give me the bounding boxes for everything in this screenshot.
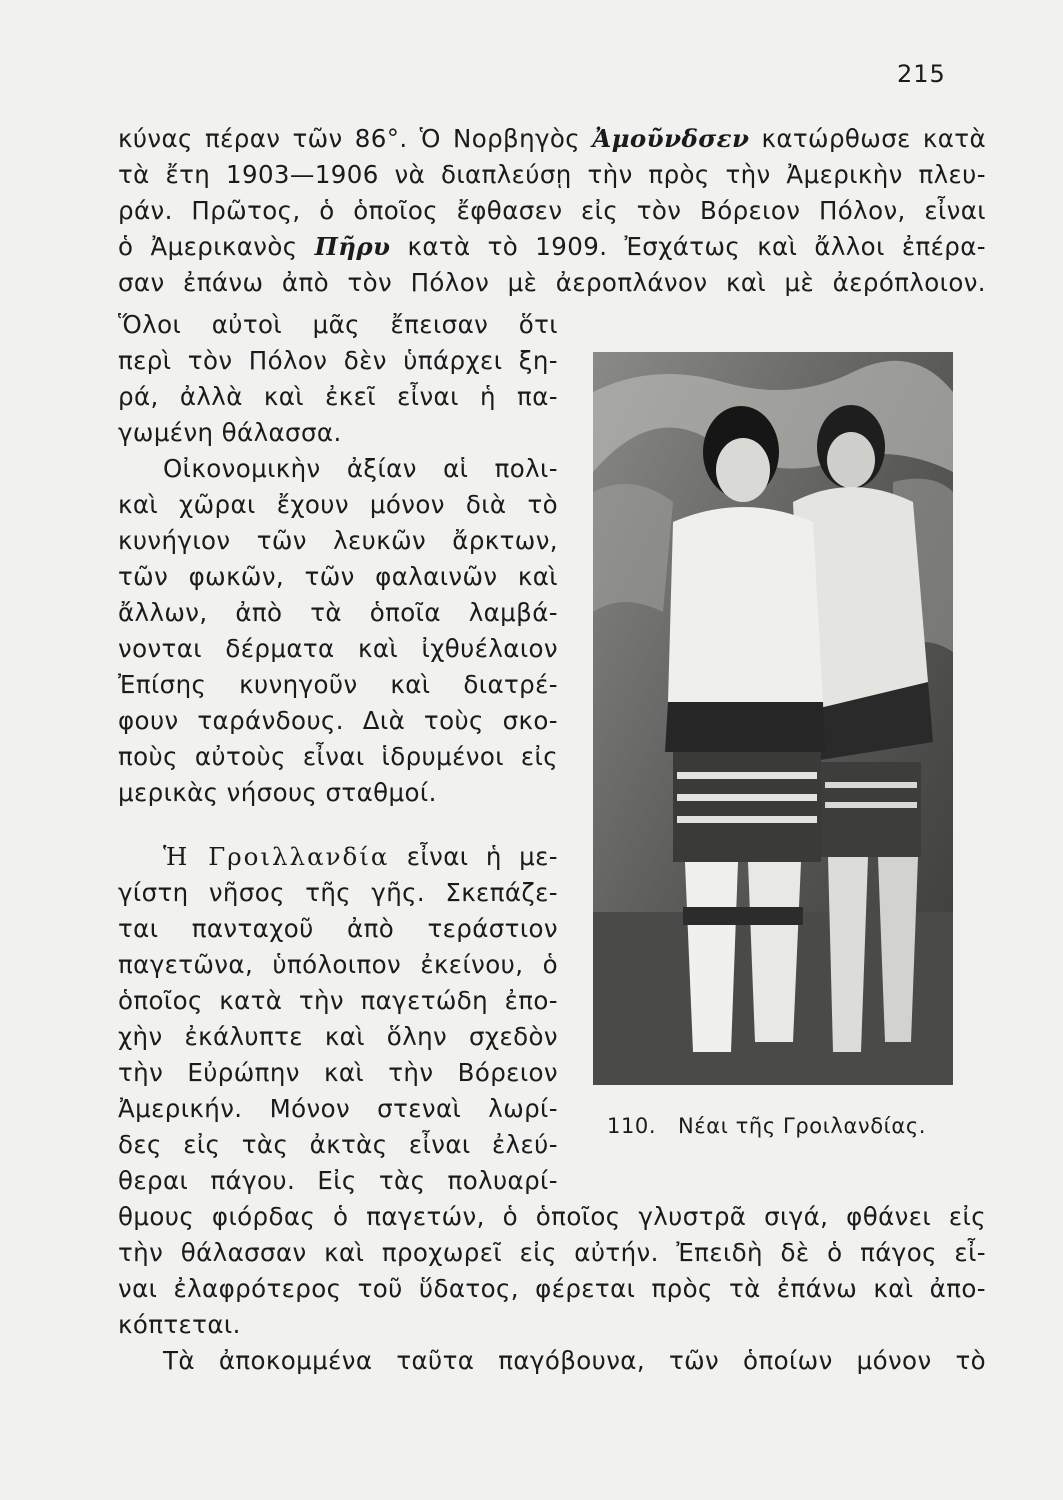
text-line: θμους φιόρδας ὁ παγετών, ὁ ὁποῖος γλυστρᾶ σιγά, φθάνει εἰς	[118, 1202, 986, 1231]
text-line: νονται δέρματα καὶ ἰχθυέλαιον	[118, 634, 558, 663]
text-span: εἶναι ἡ με-	[389, 842, 558, 871]
photograph-greenland-women	[593, 352, 953, 1085]
text-line: γωμένη θάλασσα.	[118, 418, 342, 447]
text-line: Ἐπίσης κυνηγοῦν καὶ διατρέ-	[118, 670, 558, 699]
figure-caption-text: Νέαι τῆς Γροιλανδίας.	[678, 1114, 927, 1138]
section-heading-line	[118, 842, 558, 872]
text-line: ὁποῖος κατὰ τὴν παγετώδη ἐπο-	[118, 986, 558, 1015]
text-line: τὴν Εὐρώπην καὶ τὴν Βόρειον	[118, 1058, 558, 1087]
text-line: ράν. Πρῶτος, ὁ ὁποῖος ἔφθασεν εἰς τὸν Βόρειον Πόλον, εἶναι	[118, 196, 986, 225]
text-span: κατὰ τὸ 1909. Ἐσχάτως καὶ ἄλλοι ἐπέρα-	[390, 232, 987, 261]
text-line: Ἀμερικήν. Μόνον στεναὶ λωρί-	[118, 1094, 558, 1123]
page-number: 215	[897, 60, 946, 88]
text-line: σαν ἐπάνω ἀπὸ τὸν Πόλον μὲ ἀεροπλάνον καὶ μὲ ἀερόπλοιον.	[118, 268, 986, 297]
text-line: ρά, ἀλλὰ καὶ ἐκεῖ εἶναι ἡ πα-	[118, 382, 558, 411]
text-line: δες εἰς τὰς ἀκτὰς εἶναι ἐλεύ-	[118, 1130, 558, 1159]
text-line	[118, 124, 986, 154]
text-line: κυνήγιον τῶν λευκῶν ἄρκτων,	[118, 526, 558, 555]
text-line: θεραι πάγου. Εἰς τὰς πολυαρί-	[118, 1166, 558, 1195]
text-span: ὁ Ἀμερικανὸς	[118, 232, 315, 261]
name-peary: Πῆρυ	[314, 232, 391, 261]
text-line: τῶν φωκῶν, τῶν φαλαινῶν καὶ	[118, 562, 558, 591]
text-line: ται πανταχοῦ ἀπὸ τεράστιον	[118, 914, 558, 943]
figure-number: 110.	[607, 1114, 657, 1138]
text-line: ἄλλων, ἀπὸ τὰ ὁποῖα λαμβά-	[118, 598, 558, 627]
greenland-heading: Ἡ Γροιλλανδία	[163, 842, 390, 871]
text-span: κατώρθωσε κατὰ	[749, 124, 986, 153]
text-line: τὴν θάλασσαν καὶ προχωρεῖ εἰς αὐτήν. Ἐπειδὴ δὲ ὁ πάγος εἶ-	[118, 1238, 986, 1267]
text-line: καὶ χῶραι ἔχουν μόνον διὰ τὸ	[118, 490, 558, 519]
text-line: φουν ταράνδους. Διὰ τοὺς σκο-	[118, 706, 558, 735]
text-line	[118, 232, 986, 262]
text-line: ναι ἐλαφρότερος τοῦ ὕδατος, φέρεται πρὸς τὰ ἐπάνω καὶ ἀπο-	[118, 1274, 986, 1303]
text-span: κύνας πέραν τῶν 86°. Ὁ Νορβηγὸς	[118, 124, 593, 153]
text-line: Ὅλοι αὐτοὶ μᾶς ἔπεισαν ὅτι	[118, 310, 558, 339]
text-line: παγετῶνα, ὑπόλοιπον ἐκείνου, ὁ	[118, 950, 558, 979]
text-line: Οἰκονομικὴν ἀξίαν αἱ πολι-	[163, 454, 558, 483]
text-line: κόπτεται.	[118, 1310, 241, 1339]
text-line: περὶ τὸν Πόλον δὲν ὑπάρχει ξη-	[118, 346, 558, 375]
text-line: χὴν ἐκάλυπτε καὶ ὅλην σχεδὸν	[118, 1022, 558, 1051]
photograph-illustration	[593, 352, 953, 1085]
text-line: τὰ ἔτη 1903—1906 νὰ διαπλεύσῃ τὴν πρὸς τὴν Ἀμερικὴν πλευ-	[118, 160, 986, 189]
text-line: γίστη νῆσος τῆς γῆς. Σκεπάζε-	[118, 878, 558, 907]
name-amundsen: Ἀμοῦνδσεν	[592, 124, 750, 153]
text-line: ποὺς αὐτοὺς εἶναι ἱδρυμένοι εἰς	[118, 742, 558, 771]
text-line: Τὰ ἀποκομμένα ταῦτα παγόβουνα, τῶν ὁποίων μόνον τὸ	[163, 1346, 986, 1375]
text-line: μερικὰς νήσους σταθμοί.	[118, 778, 437, 807]
figure-caption	[607, 1114, 926, 1138]
